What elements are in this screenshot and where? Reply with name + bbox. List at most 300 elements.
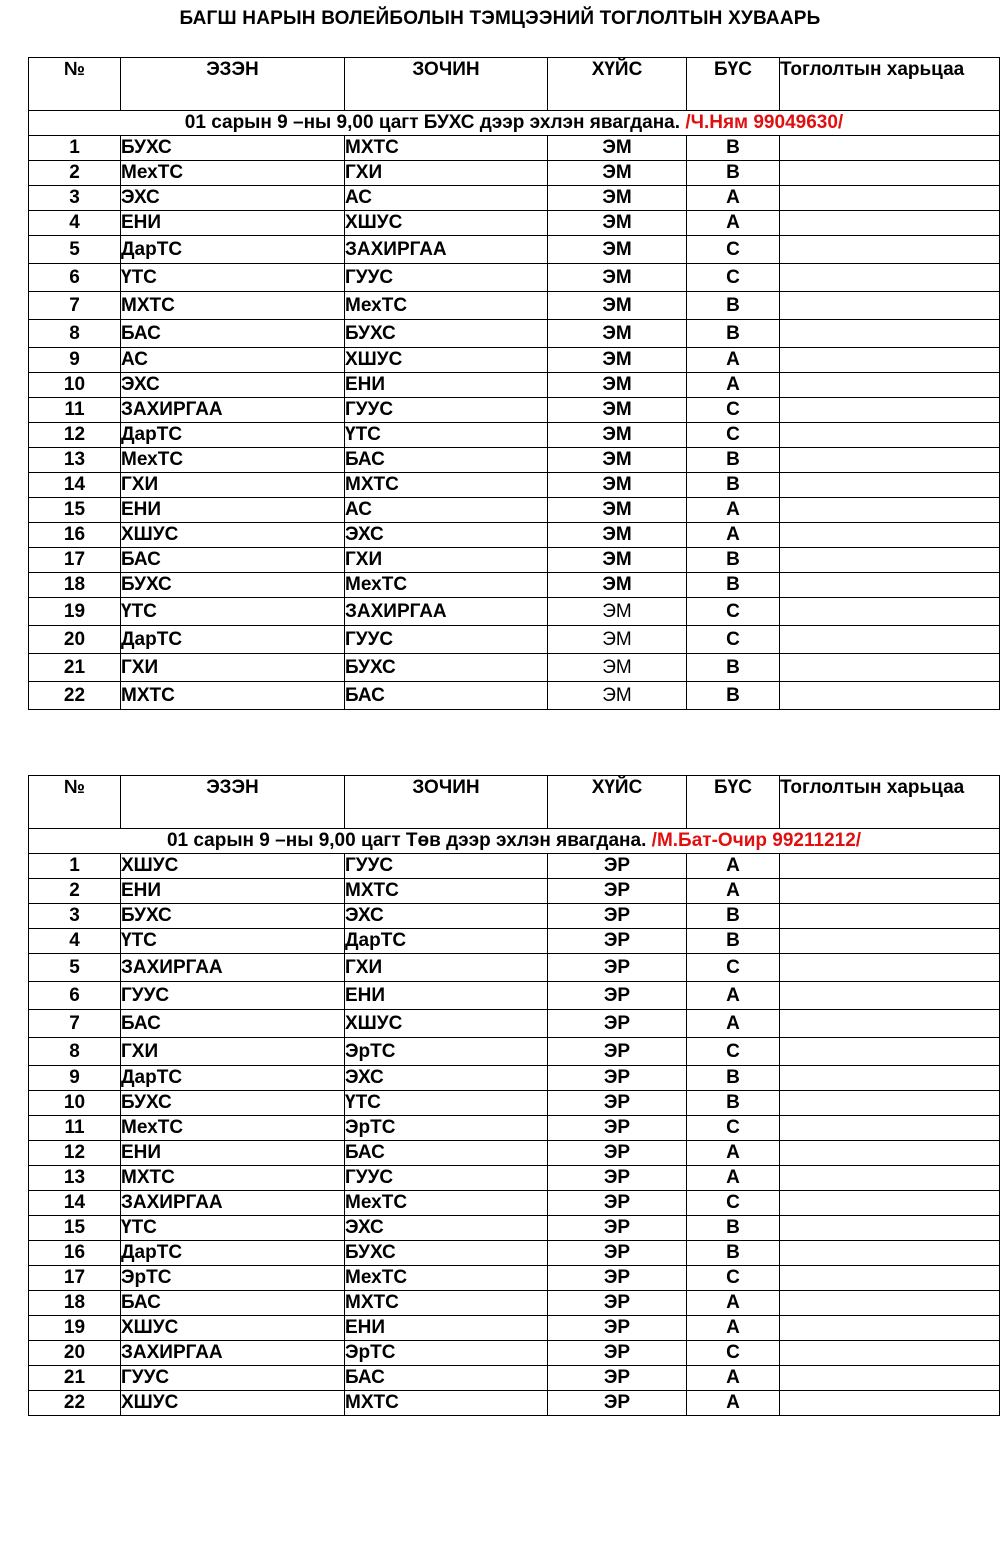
schedule-info	[29, 111, 1000, 136]
match-result	[780, 236, 1000, 264]
match-number: 20	[29, 1341, 121, 1366]
match-result	[780, 292, 1000, 320]
away-team: АС	[345, 498, 548, 523]
away-team: МехТС	[345, 573, 548, 598]
group: А	[687, 854, 780, 879]
gender: ЭР	[548, 982, 687, 1010]
group: С	[687, 1266, 780, 1291]
schedule-info-text: 01 сарын 9 –ны 9,00 цагт БУХС дээр эхлэн явагдана.	[184, 112, 686, 133]
home-team: АС	[121, 348, 345, 373]
table-row	[29, 136, 1000, 161]
match-result	[780, 373, 1000, 398]
gender: ЭМ	[548, 654, 687, 682]
match-result	[780, 854, 1000, 879]
group: С	[687, 1341, 780, 1366]
match-result	[780, 1116, 1000, 1141]
away-team: ГУУС	[345, 264, 548, 292]
match-rows	[29, 136, 1000, 710]
match-number: 15	[29, 498, 121, 523]
home-team: ЭрТС	[121, 1266, 345, 1291]
away-team: ХШУС	[345, 211, 548, 236]
table-row	[29, 1191, 1000, 1216]
home-team: ДарТС	[121, 1066, 345, 1091]
match-result	[780, 1191, 1000, 1216]
home-team: ЗАХИРГАА	[121, 1191, 345, 1216]
gender: ЭР	[548, 1291, 687, 1316]
group: В	[687, 292, 780, 320]
match-result	[780, 1391, 1000, 1416]
gender: ЭМ	[548, 473, 687, 498]
table-row	[29, 1116, 1000, 1141]
away-team: ЗАХИРГАА	[345, 598, 548, 626]
col-header-num: №	[29, 776, 121, 829]
gender: ЭМ	[548, 236, 687, 264]
table-row	[29, 523, 1000, 548]
match-result	[780, 982, 1000, 1010]
away-team: ЭХС	[345, 1216, 548, 1241]
match-result	[780, 1166, 1000, 1191]
home-team: МехТС	[121, 161, 345, 186]
match-result	[780, 1316, 1000, 1341]
home-team: ЕНИ	[121, 879, 345, 904]
group: В	[687, 1066, 780, 1091]
table-row	[29, 448, 1000, 473]
col-header-home: ЭЗЭН	[121, 58, 345, 111]
away-team: БАС	[345, 1366, 548, 1391]
match-number: 21	[29, 654, 121, 682]
table-row	[29, 682, 1000, 710]
match-number: 10	[29, 373, 121, 398]
away-team: ГХИ	[345, 161, 548, 186]
home-team: БАС	[121, 548, 345, 573]
match-number: 16	[29, 1241, 121, 1266]
group: В	[687, 548, 780, 573]
away-team: ГУУС	[345, 1166, 548, 1191]
match-result	[780, 1266, 1000, 1291]
gender: ЭР	[548, 1010, 687, 1038]
home-team: ДарТС	[121, 1241, 345, 1266]
home-team: ГХИ	[121, 654, 345, 682]
home-team: БАС	[121, 1010, 345, 1038]
home-team: ҮТС	[121, 929, 345, 954]
match-number: 18	[29, 1291, 121, 1316]
group: А	[687, 211, 780, 236]
table-row	[29, 473, 1000, 498]
gender: ЭР	[548, 1341, 687, 1366]
home-team: БУХС	[121, 573, 345, 598]
gender: ЭМ	[548, 264, 687, 292]
group: В	[687, 320, 780, 348]
match-result	[780, 598, 1000, 626]
gender: ЭР	[548, 1241, 687, 1266]
gender: ЭМ	[548, 573, 687, 598]
match-number: 13	[29, 448, 121, 473]
match-number: 2	[29, 161, 121, 186]
home-team: ЭХС	[121, 186, 345, 211]
match-number: 16	[29, 523, 121, 548]
gender: ЭР	[548, 1316, 687, 1341]
table-row	[29, 598, 1000, 626]
away-team: МехТС	[345, 1191, 548, 1216]
match-result	[780, 473, 1000, 498]
schedule-table-women	[28, 57, 1000, 710]
group: А	[687, 1366, 780, 1391]
home-team: ГУУС	[121, 982, 345, 1010]
home-team: БАС	[121, 320, 345, 348]
group: В	[687, 1091, 780, 1116]
gender: ЭМ	[548, 682, 687, 710]
home-team: ЗАХИРГАА	[121, 1341, 345, 1366]
group: С	[687, 423, 780, 448]
table-row	[29, 854, 1000, 879]
table-row	[29, 626, 1000, 654]
away-team: ДарТС	[345, 929, 548, 954]
match-result	[780, 398, 1000, 423]
table-row	[29, 1366, 1000, 1391]
schedule-info-contact: /М.Бат-Очир 99211212/	[651, 830, 862, 851]
away-team: ЕНИ	[345, 373, 548, 398]
away-team: БУХС	[345, 320, 548, 348]
page-title: БАГШ НАРЫН ВОЛЕЙБОЛЫН ТЭМЦЭЭНИЙ ТОГЛОЛТЫН ХУВААРЬ	[179, 8, 821, 29]
table-row	[29, 1066, 1000, 1091]
away-team: БАС	[345, 448, 548, 473]
home-team: ҮТС	[121, 264, 345, 292]
home-team: ДарТС	[121, 236, 345, 264]
table-row	[29, 573, 1000, 598]
gender: ЭР	[548, 1038, 687, 1066]
home-team: ГУУС	[121, 1366, 345, 1391]
home-team: МехТС	[121, 448, 345, 473]
away-team: МХТС	[345, 136, 548, 161]
group: В	[687, 654, 780, 682]
table-row	[29, 161, 1000, 186]
match-result	[780, 1141, 1000, 1166]
group: В	[687, 1216, 780, 1241]
col-header-gender: ХҮЙС	[548, 58, 687, 111]
gender: ЭР	[548, 954, 687, 982]
gender: ЭМ	[548, 448, 687, 473]
group: А	[687, 523, 780, 548]
table-row	[29, 1241, 1000, 1266]
group: С	[687, 626, 780, 654]
table-row	[29, 236, 1000, 264]
match-result	[780, 1038, 1000, 1066]
table-row	[29, 1341, 1000, 1366]
table-row	[29, 1216, 1000, 1241]
group: А	[687, 1391, 780, 1416]
match-number: 19	[29, 1316, 121, 1341]
table-row	[29, 929, 1000, 954]
home-team: ЕНИ	[121, 1141, 345, 1166]
away-team: ҮТС	[345, 1091, 548, 1116]
col-header-away: ЗОЧИН	[345, 58, 548, 111]
table-row	[29, 423, 1000, 448]
away-team: ЭХС	[345, 523, 548, 548]
col-header-result: Тоглолтын харьцаа	[780, 776, 1000, 829]
match-result	[780, 136, 1000, 161]
match-number: 3	[29, 904, 121, 929]
match-result	[780, 320, 1000, 348]
gender: ЭР	[548, 1166, 687, 1191]
match-result	[780, 548, 1000, 573]
table-row	[29, 264, 1000, 292]
schedule-info-row	[29, 829, 1000, 854]
home-team: ГХИ	[121, 1038, 345, 1066]
home-team: ЭХС	[121, 373, 345, 398]
match-result	[780, 682, 1000, 710]
match-number: 9	[29, 1066, 121, 1091]
table-header-row	[29, 776, 1000, 829]
gender: ЭМ	[548, 211, 687, 236]
gender: ЭР	[548, 854, 687, 879]
home-team: ХШУС	[121, 523, 345, 548]
gender: ЭР	[548, 904, 687, 929]
match-number: 22	[29, 682, 121, 710]
match-number: 14	[29, 1191, 121, 1216]
away-team: МХТС	[345, 1291, 548, 1316]
away-team: АС	[345, 186, 548, 211]
match-number: 4	[29, 211, 121, 236]
group: С	[687, 1191, 780, 1216]
gender: ЭР	[548, 1141, 687, 1166]
col-header-result: Тоглолтын харьцаа	[780, 58, 1000, 111]
match-result	[780, 423, 1000, 448]
match-result	[780, 1241, 1000, 1266]
table-row	[29, 398, 1000, 423]
group: А	[687, 348, 780, 373]
group: А	[687, 1166, 780, 1191]
gender: ЭМ	[548, 598, 687, 626]
gender: ЭМ	[548, 161, 687, 186]
match-number: 20	[29, 626, 121, 654]
away-team: МХТС	[345, 1391, 548, 1416]
match-result	[780, 448, 1000, 473]
match-number: 14	[29, 473, 121, 498]
gender: ЭР	[548, 1191, 687, 1216]
home-team: ҮТС	[121, 1216, 345, 1241]
col-header-num: №	[29, 58, 121, 111]
gender: ЭР	[548, 1116, 687, 1141]
match-number: 8	[29, 320, 121, 348]
table-row	[29, 1010, 1000, 1038]
gender: ЭР	[548, 879, 687, 904]
gender: ЭР	[548, 1266, 687, 1291]
table-row	[29, 292, 1000, 320]
gender: ЭР	[548, 929, 687, 954]
away-team: ЭХС	[345, 1066, 548, 1091]
col-header-away: ЗОЧИН	[345, 776, 548, 829]
gender: ЭР	[548, 1091, 687, 1116]
away-team: ХШУС	[345, 348, 548, 373]
group: С	[687, 264, 780, 292]
table-row	[29, 904, 1000, 929]
match-number: 11	[29, 1116, 121, 1141]
away-team: ГУУС	[345, 854, 548, 879]
table-header-row	[29, 58, 1000, 111]
match-rows	[29, 854, 1000, 1416]
match-result	[780, 1341, 1000, 1366]
table-row	[29, 879, 1000, 904]
table-row	[29, 1391, 1000, 1416]
away-team: МХТС	[345, 879, 548, 904]
table-row	[29, 498, 1000, 523]
home-team: ДарТС	[121, 423, 345, 448]
match-number: 1	[29, 854, 121, 879]
match-number: 17	[29, 548, 121, 573]
gender: ЭМ	[548, 423, 687, 448]
home-team: МХТС	[121, 682, 345, 710]
home-team: ХШУС	[121, 1391, 345, 1416]
match-result	[780, 498, 1000, 523]
away-team: ЭрТС	[345, 1341, 548, 1366]
schedule-table-men	[28, 775, 1000, 1416]
away-team: ЕНИ	[345, 982, 548, 1010]
home-team: МХТС	[121, 292, 345, 320]
group: В	[687, 136, 780, 161]
match-number: 6	[29, 264, 121, 292]
table-row	[29, 1141, 1000, 1166]
schedule-info	[29, 829, 1000, 854]
col-header-group: БҮС	[687, 58, 780, 111]
group: А	[687, 1010, 780, 1038]
away-team: МехТС	[345, 1266, 548, 1291]
col-header-group: БҮС	[687, 776, 780, 829]
match-number: 13	[29, 1166, 121, 1191]
away-team: ГУУС	[345, 398, 548, 423]
home-team: ХШУС	[121, 1316, 345, 1341]
match-number: 17	[29, 1266, 121, 1291]
group: А	[687, 1141, 780, 1166]
group: С	[687, 236, 780, 264]
match-number: 5	[29, 236, 121, 264]
home-team: ХШУС	[121, 854, 345, 879]
table-row	[29, 320, 1000, 348]
match-result	[780, 626, 1000, 654]
home-team: ЗАХИРГАА	[121, 398, 345, 423]
away-team: ГХИ	[345, 954, 548, 982]
group: А	[687, 186, 780, 211]
home-team: ДарТС	[121, 626, 345, 654]
match-number: 11	[29, 398, 121, 423]
match-result	[780, 523, 1000, 548]
table-row	[29, 1038, 1000, 1066]
home-team: МХТС	[121, 1166, 345, 1191]
match-number: 4	[29, 929, 121, 954]
match-result	[780, 264, 1000, 292]
match-number: 12	[29, 1141, 121, 1166]
away-team: МХТС	[345, 473, 548, 498]
group: А	[687, 982, 780, 1010]
gender: ЭР	[548, 1216, 687, 1241]
match-number: 8	[29, 1038, 121, 1066]
home-team: БАС	[121, 1291, 345, 1316]
table-row	[29, 348, 1000, 373]
group: А	[687, 1316, 780, 1341]
match-result	[780, 904, 1000, 929]
group: В	[687, 1241, 780, 1266]
away-team: ҮТС	[345, 423, 548, 448]
gender: ЭМ	[548, 348, 687, 373]
group: С	[687, 1038, 780, 1066]
away-team: ХШУС	[345, 1010, 548, 1038]
match-result	[780, 1010, 1000, 1038]
home-team: ЗАХИРГАА	[121, 954, 345, 982]
table-row	[29, 211, 1000, 236]
schedule-info-contact: /Ч.Ням 99049630/	[685, 112, 844, 133]
match-number: 7	[29, 1010, 121, 1038]
match-number: 19	[29, 598, 121, 626]
gender: ЭМ	[548, 498, 687, 523]
gender: ЭМ	[548, 320, 687, 348]
match-result	[780, 186, 1000, 211]
match-result	[780, 348, 1000, 373]
gender: ЭМ	[548, 136, 687, 161]
group: С	[687, 398, 780, 423]
table-row	[29, 1166, 1000, 1191]
match-number: 10	[29, 1091, 121, 1116]
home-team: ЕНИ	[121, 211, 345, 236]
match-number: 2	[29, 879, 121, 904]
match-result	[780, 1091, 1000, 1116]
table-row	[29, 982, 1000, 1010]
schedule-info-row	[29, 111, 1000, 136]
group: В	[687, 682, 780, 710]
home-team: ҮТС	[121, 598, 345, 626]
col-header-gender: ХҮЙС	[548, 776, 687, 829]
match-number: 6	[29, 982, 121, 1010]
away-team: БУХС	[345, 1241, 548, 1266]
match-result	[780, 211, 1000, 236]
gender: ЭР	[548, 1391, 687, 1416]
away-team: БУХС	[345, 654, 548, 682]
table-row	[29, 1316, 1000, 1341]
gender: ЭР	[548, 1066, 687, 1091]
table-row	[29, 373, 1000, 398]
match-number: 9	[29, 348, 121, 373]
group: А	[687, 879, 780, 904]
table-row	[29, 1091, 1000, 1116]
gender: ЭМ	[548, 186, 687, 211]
gender: ЭР	[548, 1366, 687, 1391]
away-team: ГХИ	[345, 548, 548, 573]
away-team: МехТС	[345, 292, 548, 320]
home-team: БУХС	[121, 1091, 345, 1116]
home-team: МехТС	[121, 1116, 345, 1141]
gender: ЭМ	[548, 292, 687, 320]
match-number: 15	[29, 1216, 121, 1241]
gender: ЭМ	[548, 373, 687, 398]
group: В	[687, 929, 780, 954]
gender: ЭМ	[548, 523, 687, 548]
gender: ЭМ	[548, 626, 687, 654]
table-row	[29, 654, 1000, 682]
match-number: 12	[29, 423, 121, 448]
group: В	[687, 473, 780, 498]
home-team: ГХИ	[121, 473, 345, 498]
table-row	[29, 1291, 1000, 1316]
match-result	[780, 879, 1000, 904]
away-team: ЗАХИРГАА	[345, 236, 548, 264]
home-team: БУХС	[121, 136, 345, 161]
table-row	[29, 954, 1000, 982]
away-team: ЭрТС	[345, 1038, 548, 1066]
match-result	[780, 654, 1000, 682]
match-result	[780, 1291, 1000, 1316]
table-row	[29, 186, 1000, 211]
table-row	[29, 548, 1000, 573]
match-number: 22	[29, 1391, 121, 1416]
home-team: ЕНИ	[121, 498, 345, 523]
